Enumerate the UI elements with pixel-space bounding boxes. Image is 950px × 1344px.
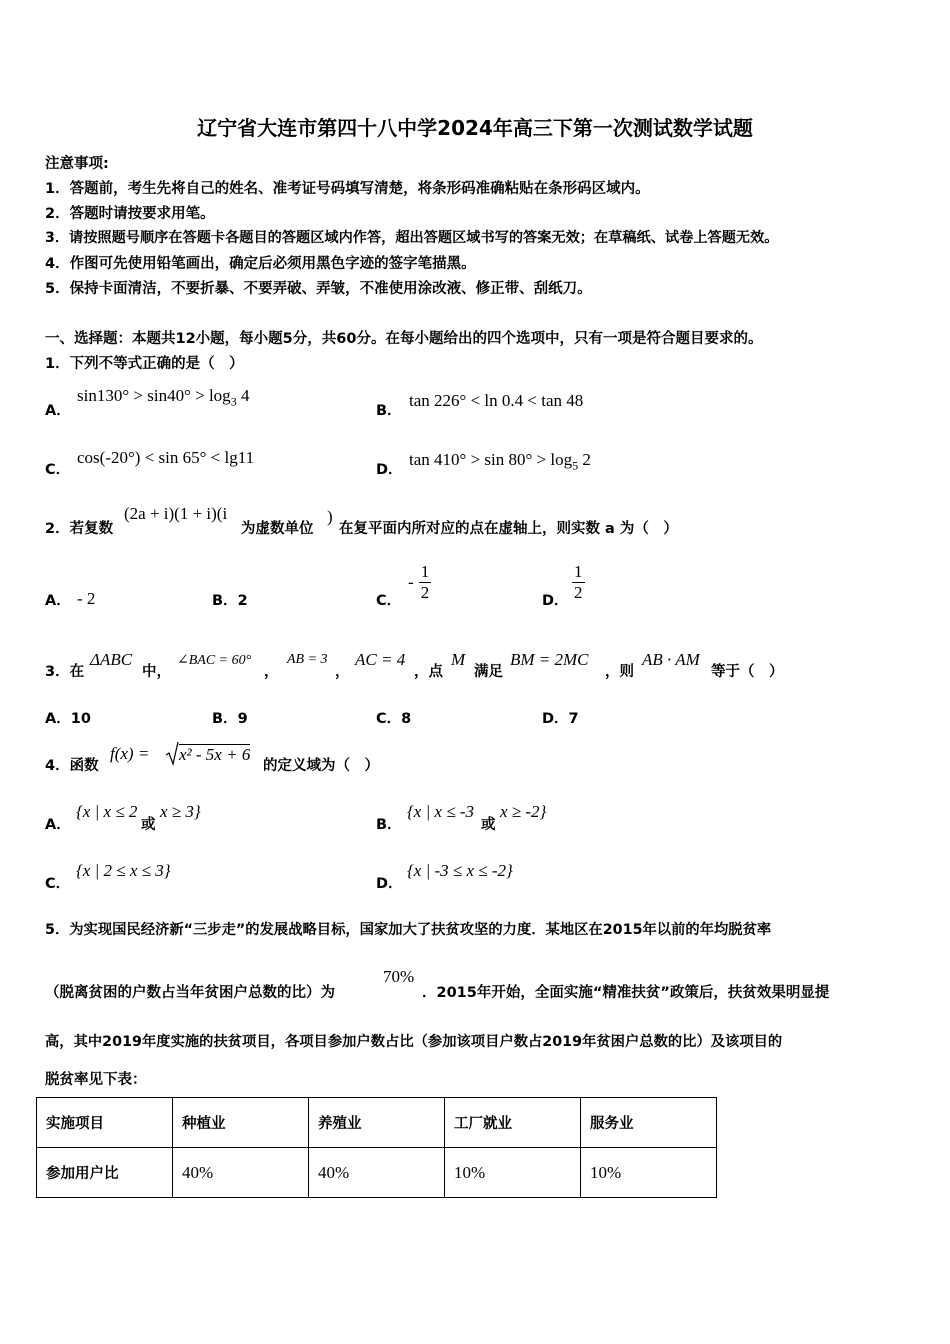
q1-option-b-label: B． <box>376 403 402 419</box>
table-header-row <box>37 1098 717 1148</box>
q2-complex-expr: (2a + i)(1 + i)(i <box>124 504 228 523</box>
q2-option-a: - 2 <box>77 589 96 608</box>
table-header-cell: 工厂就业 <box>445 1098 581 1148</box>
question-1-stem: 1．下列不等式正确的是（ ） <box>45 356 244 372</box>
question-2-prefix: 2．若复数 <box>45 521 114 537</box>
q3-option-d: D．7 <box>542 711 579 727</box>
notice-heading: 注意事项: <box>45 156 109 172</box>
q4-option-b-right: x ≥ -2} <box>500 802 547 821</box>
question-5-line-4: 脱贫率见下表： <box>45 1072 147 1088</box>
sqrt-sign-icon <box>165 740 179 766</box>
q5-rate: 70% <box>383 967 415 986</box>
notice-item-2: 2．答题时请按要求用笔。 <box>45 206 215 222</box>
question-5-line-2a: （脱离贫困的户数占当年贫困户总数的比）为 <box>45 985 335 1001</box>
question-4-prefix: 4．函数 <box>45 758 99 774</box>
table-header-cell: 服务业 <box>581 1098 717 1148</box>
section-heading: 一、选择题：本题共12小题，每小题5分，共60分。在每小题给出的四个选项中，只有一项是符合题目要求的。 <box>45 331 763 347</box>
q4-option-b-left: {x | x ≤ -3 <box>407 802 475 821</box>
q4-option-a-left: {x | x ≤ 2 <box>76 802 138 821</box>
table-header-cell: 养殖业 <box>309 1098 445 1148</box>
q4-option-d-label: D． <box>376 876 403 892</box>
q2-option-c: - $\frac{1}{2}$ <box>408 562 430 602</box>
q2-option-d <box>572 562 585 603</box>
q2-option-d-label: D． <box>542 593 569 609</box>
q4-option-a-label: A． <box>45 817 71 833</box>
table-cell: 40% <box>309 1148 445 1198</box>
q4-function-lhs: f(x) = <box>110 744 150 763</box>
q2-option-d-fraction: $\frac{1}{2}$ <box>574 562 583 602</box>
q4-option-a-right: x ≥ 3} <box>160 802 201 821</box>
question-5-line-2b: ．2015年开始，全面实施“精准扶贫”政策后，扶贫效果明显提 <box>422 985 830 1001</box>
q2-imag-unit-note: 为虚数单位 <box>241 521 314 537</box>
q1-option-d: $\tan 410^\circ > \sin 80^\circ > \log_5 2$ <box>409 450 591 473</box>
q4-option-c-label: C． <box>45 876 71 892</box>
notice-item-3: 3．请按照题号顺序在答题卡各题目的答题区域内作答，超出答题区域书写的答案无效；在草稿纸、试卷上答题无效。 <box>45 230 779 246</box>
q1-option-d-label: D． <box>376 462 403 478</box>
q1-option-c: cos(-20°) < sin 65° < lg11 <box>77 448 255 467</box>
question-5-line-1: 5．为实现国民经济新“三步走”的发展战略目标，国家加大了扶贫攻坚的力度．某地区在2015年以前的年均脱贫率 <box>45 922 772 938</box>
table-header-cell: 实施项目 <box>37 1098 173 1148</box>
q2-option-c-label: C． <box>376 593 402 609</box>
table-cell: 40% <box>173 1148 309 1198</box>
q1-option-a: $\sin 130^\circ > \sin 40^\circ > \log_3 4$ <box>77 386 250 409</box>
table-header-cell: 种植业 <box>173 1098 309 1148</box>
q2-close-paren: ) <box>327 507 333 526</box>
q4-option-c: {x | 2 ≤ x ≤ 3} <box>76 861 171 880</box>
poverty-project-table <box>36 1097 717 1198</box>
q1-option-c-label: C． <box>45 462 71 478</box>
q4-option-a-or: 或 <box>141 817 156 833</box>
question-5-line-3: 高，其中2019年度实施的扶贫项目，各项目参加户数占比（参加该项目户数占2019年贫困户总数的比）及该项目的 <box>45 1034 783 1050</box>
q2-option-c-fraction: $\frac{1}{2}$ <box>420 562 430 602</box>
notice-item-1: 1．答题前，考生先将自己的姓名、准考证号码填写清楚，将条形码准确粘贴在条形码区域内。 <box>45 181 650 197</box>
q2-option-a-label: A． <box>45 593 71 609</box>
notice-item-4: 4．作图可先使用铅笔画出，确定后必须用黑色字迹的签字笔描黑。 <box>45 256 476 272</box>
q3-option-a: A．10 <box>45 711 91 727</box>
q1-option-a-label: A． <box>45 403 71 419</box>
table-cell: 10% <box>581 1148 717 1198</box>
q4-option-b-label: B． <box>376 817 402 833</box>
notice-item-5: 5．保持卡面清洁，不要折暴、不要弄破、弄皱，不准使用涂改液、修正带、刮纸刀。 <box>45 281 592 297</box>
q1-option-b: tan 226° < ln 0.4 < tan 48 <box>409 391 584 410</box>
table-row-label: 参加用户比 <box>37 1148 173 1198</box>
q4-option-d: {x | -3 ≤ x ≤ -2} <box>407 861 513 880</box>
table-row <box>37 1148 717 1198</box>
table-cell: 10% <box>445 1148 581 1198</box>
question-4-suffix: 的定义域为（ ） <box>263 758 379 774</box>
q3-option-c: C．8 <box>376 711 412 727</box>
q2-option-b-label: B．2 <box>212 593 248 609</box>
q4-option-b-or: 或 <box>481 817 496 833</box>
page-title: 辽宁省大连市第四十八中学2024年高三下第一次测试数学试题 <box>197 116 753 140</box>
question-2-suffix: 在复平面内所对应的点在虚轴上，则实数 a 为（ ） <box>339 521 678 537</box>
q3-option-b: B．9 <box>212 711 248 727</box>
